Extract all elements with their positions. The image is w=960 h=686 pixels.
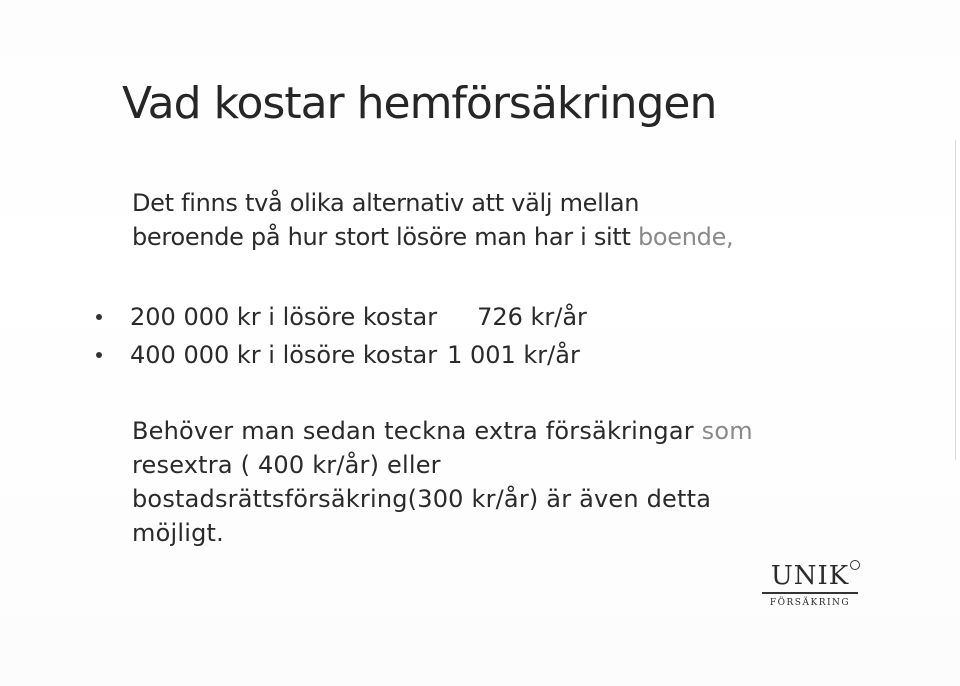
scan-edge-line xyxy=(955,140,956,460)
logo-tagline: FÖRSÄKRING xyxy=(769,598,851,608)
bullet-icon xyxy=(96,314,102,320)
para-line-1-faded: som xyxy=(701,417,753,445)
logo-divider xyxy=(762,592,858,594)
registered-mark-icon xyxy=(850,560,860,570)
list-item-price: 726 kr/år xyxy=(477,303,587,331)
list-item-text: 200 000 kr i lösöre kostar xyxy=(130,303,438,331)
list-item-price: 1 001 kr/år xyxy=(447,341,580,369)
logo-name: UNIK xyxy=(770,561,850,591)
intro-line-2 xyxy=(132,220,733,254)
bullet-icon xyxy=(96,352,102,358)
intro-line-2-main: beroende på hur stort lösöre man har i sitt xyxy=(132,223,638,251)
intro-line-2-faded: boende, xyxy=(637,223,734,251)
price-list xyxy=(96,298,587,374)
page-title: Vad kostar hemförsäkringen xyxy=(122,78,717,129)
extra-insurance-paragraph xyxy=(132,414,753,550)
list-item xyxy=(96,298,587,336)
list-item xyxy=(96,336,587,374)
para-line-1-main: Behöver man sedan teckna extra försäkringar xyxy=(132,417,702,445)
company-logo xyxy=(760,562,860,622)
intro-line-1: Det finns två olika alternativ att välj mellan xyxy=(132,189,640,217)
para-line-1 xyxy=(132,414,753,448)
list-item-text: 400 000 kr i lösöre kostar xyxy=(130,341,438,369)
para-line-4: möjligt. xyxy=(132,519,224,547)
para-line-2: resextra ( 400 kr/år) eller xyxy=(132,451,441,479)
intro-text xyxy=(132,186,733,254)
para-line-3: bostadsrättsförsäkring(300 kr/år) är även detta xyxy=(132,485,712,513)
